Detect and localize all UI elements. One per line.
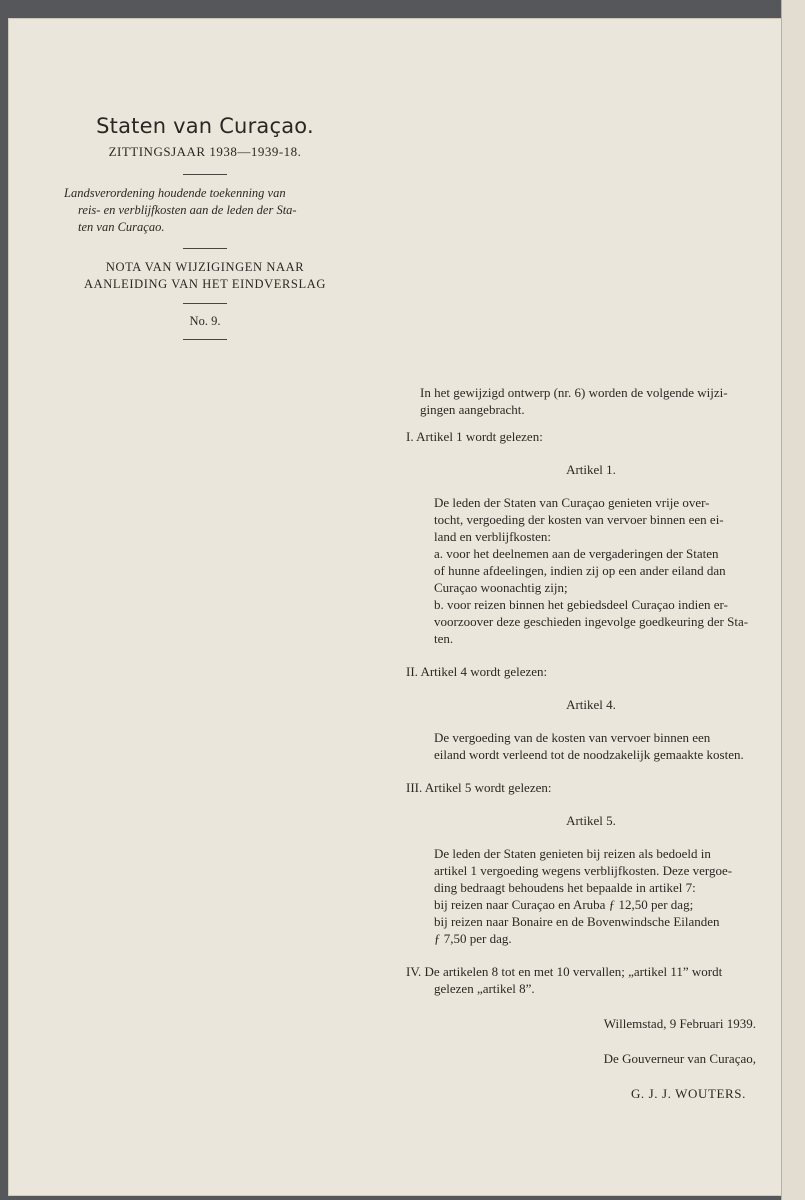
document-subject [60, 185, 350, 236]
divider [183, 174, 227, 175]
text-line: De vergoeding van de kosten van vervoer binnen een [434, 730, 711, 745]
text-line: a. voor het deelnemen aan de vergaderingen der Staten [434, 546, 719, 561]
document-page [8, 18, 785, 1196]
article-text [434, 845, 776, 947]
divider [183, 339, 227, 340]
text-line: ding bedraagt behoudens het bepaalde in artikel 7: [434, 880, 696, 895]
nota-line: AANLEIDING VAN HET EINDVERSLAG [84, 277, 326, 291]
text-line: De leden der Staten genieten bij reizen als bedoeld in [434, 846, 711, 861]
nota-line: NOTA VAN WIJZIGINGEN NAAR [105, 260, 305, 274]
signer-title: De Gouverneur van Curaçao, [603, 1051, 756, 1066]
article-text [434, 729, 776, 763]
signer-name: G. J. J. WOUTERS. [630, 1086, 746, 1101]
document-title: Staten van Curaçao. [96, 114, 314, 138]
article-heading: Artikel 1. [566, 462, 616, 477]
adjacent-page-edge [781, 0, 805, 1200]
text-line: ƒ 7,50 per dag. [434, 931, 512, 946]
document-header [60, 96, 350, 340]
subject-line: Landsverordening houdende toekenning van [64, 186, 286, 200]
section-label: III. Artikel 5 wordt gelezen: [406, 780, 552, 795]
text-line: bij reizen naar Bonaire en de Bovenwindsche Eilanden [434, 914, 720, 929]
text-line: gingen aangebracht. [420, 402, 525, 417]
text-line: eiland wordt verleend tot de noodzakelijk gemaakte kosten. [434, 747, 744, 762]
article-text [434, 494, 776, 647]
divider [183, 248, 227, 249]
document-number: No. 9. [189, 314, 221, 328]
text-line: De leden der Staten van Curaçao genieten vrije over- [434, 495, 710, 510]
text-line: In het gewijzigd ontwerp (nr. 6) worden de volgende wijzi- [420, 385, 728, 400]
text-line: ten. [434, 631, 454, 646]
text-line: gelezen „artikel 8”. [434, 981, 535, 996]
text-line: bij reizen naar Curaçao en Aruba ƒ 12,50 per dag; [434, 897, 694, 912]
subject-line: ten van Curaçao. [78, 220, 165, 234]
section-four [406, 963, 776, 997]
text-line: IV. De artikelen 8 tot en met 10 vervallen; „artikel 11” wordt [406, 964, 723, 979]
text-line: tocht, vergoeding der kosten van vervoer binnen een ei- [434, 512, 724, 527]
text-line: b. voor reizen binnen het gebiedsdeel Curaçao indien er- [434, 597, 728, 612]
text-line: land en verblijfkosten: [434, 529, 551, 544]
intro-paragraph [406, 384, 776, 418]
article-heading: Artikel 4. [566, 697, 616, 712]
session-year: ZITTINGSJAAR 1938—1939-18. [108, 144, 302, 159]
text-line: Curaçao woonachtig zijn; [434, 580, 568, 595]
subject-line: reis- en verblijfkosten aan de leden der Sta- [78, 203, 297, 217]
document-body [406, 384, 776, 1102]
article-heading: Artikel 5. [566, 813, 616, 828]
section-label: II. Artikel 4 wordt gelezen: [406, 664, 548, 679]
divider [183, 303, 227, 304]
signature-date: Willemstad, 9 Februari 1939. [603, 1016, 756, 1031]
section-label: I. Artikel 1 wordt gelezen: [406, 429, 543, 444]
text-line: of hunne afdeelingen, indien zij op een ander eiland dan [434, 563, 726, 578]
nota-heading [60, 259, 350, 293]
text-line: artikel 1 vergoeding wegens verblijfkosten. Deze vergoe- [434, 863, 733, 878]
text-line: voorzoover deze geschieden ingevolge goedkeuring der Sta- [434, 614, 749, 629]
